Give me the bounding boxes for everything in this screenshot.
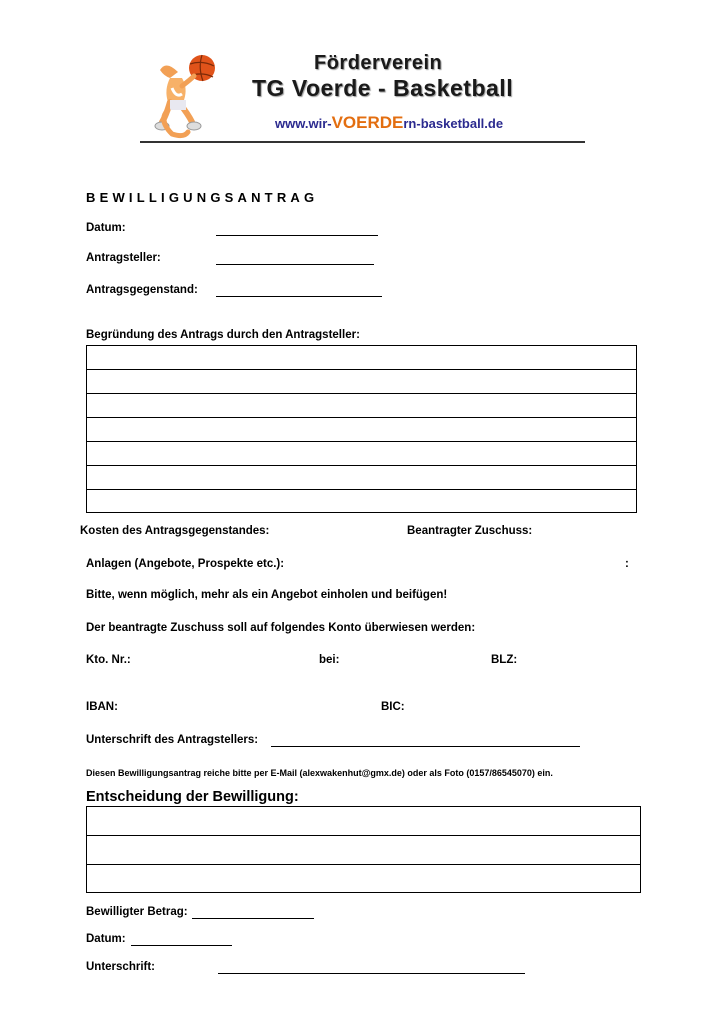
org-name-line1: Förderverein <box>314 52 443 74</box>
blz-label: BLZ: <box>491 654 518 666</box>
decision-signature-field[interactable] <box>218 973 525 974</box>
decision-row-line <box>87 864 640 865</box>
hint-text: Bitte, wenn möglich, mehr als ein Angebot einholen und beifügen! <box>86 589 448 601</box>
decision-date-field[interactable] <box>131 945 232 946</box>
reason-row-line <box>87 465 636 466</box>
iban-label: IBAN: <box>86 701 118 713</box>
subject-label: Antragsgegenstand: <box>86 284 198 296</box>
requested-label: Beantragter Zuschuss: <box>407 525 533 537</box>
applicant-label: Antragsteller: <box>86 252 161 264</box>
approved-amount-field[interactable] <box>192 918 314 919</box>
url-prefix: www.wir- <box>275 116 332 131</box>
bank-label: bei: <box>319 654 340 666</box>
bic-label: BIC: <box>381 701 405 713</box>
website-url[interactable] <box>275 113 503 133</box>
reason-label: Begründung des Antrags durch den Antragsteller: <box>86 329 360 341</box>
form-title: BEWILLIGUNGSANTRAG <box>86 190 319 205</box>
reason-row-line <box>87 441 636 442</box>
subject-field[interactable] <box>216 296 382 297</box>
header-divider <box>140 141 585 143</box>
decision-title: Entscheidung der Bewilligung: <box>86 789 299 805</box>
url-highlight: VOERDE <box>331 113 404 132</box>
date-label: Datum: <box>86 222 126 234</box>
approved-amount-label: Bewilligter Betrag: <box>86 906 188 918</box>
decision-textarea[interactable] <box>86 806 641 893</box>
reason-textarea[interactable] <box>86 345 637 513</box>
decision-signature-label: Unterschrift: <box>86 961 156 973</box>
applicant-field[interactable] <box>216 264 374 265</box>
decision-date-label: Datum: <box>86 933 126 945</box>
cost-label: Kosten des Antragsgegenstandes: <box>80 525 270 537</box>
email-note: Diesen Bewilligungsantrag reiche bitte per E-Mail (alexwakenhut@gmx.de) oder als Foto (0157/86545070) ein. <box>86 768 553 778</box>
reason-row-line <box>87 417 636 418</box>
date-field[interactable] <box>216 235 378 236</box>
fox-basketball-mascot-icon <box>148 50 228 140</box>
transfer-label: Der beantragte Zuschuss soll auf folgendes Konto überwiesen werden: <box>86 622 476 634</box>
url-suffix: rn-basketball.de <box>403 116 504 131</box>
applicant-signature-field[interactable] <box>271 746 580 747</box>
reason-row-line <box>87 393 636 394</box>
reason-row-line <box>87 369 636 370</box>
decision-row-line <box>87 835 640 836</box>
applicant-signature-label: Unterschrift des Antragstellers: <box>86 734 259 746</box>
account-label: Kto. Nr.: <box>86 654 131 666</box>
attachments-colon: : <box>625 558 629 570</box>
org-name-line2: TG Voerde - Basketball <box>252 75 514 101</box>
reason-row-line <box>87 489 636 490</box>
attachments-label: Anlagen (Angebote, Prospekte etc.): <box>86 558 285 570</box>
header <box>0 0 724 150</box>
